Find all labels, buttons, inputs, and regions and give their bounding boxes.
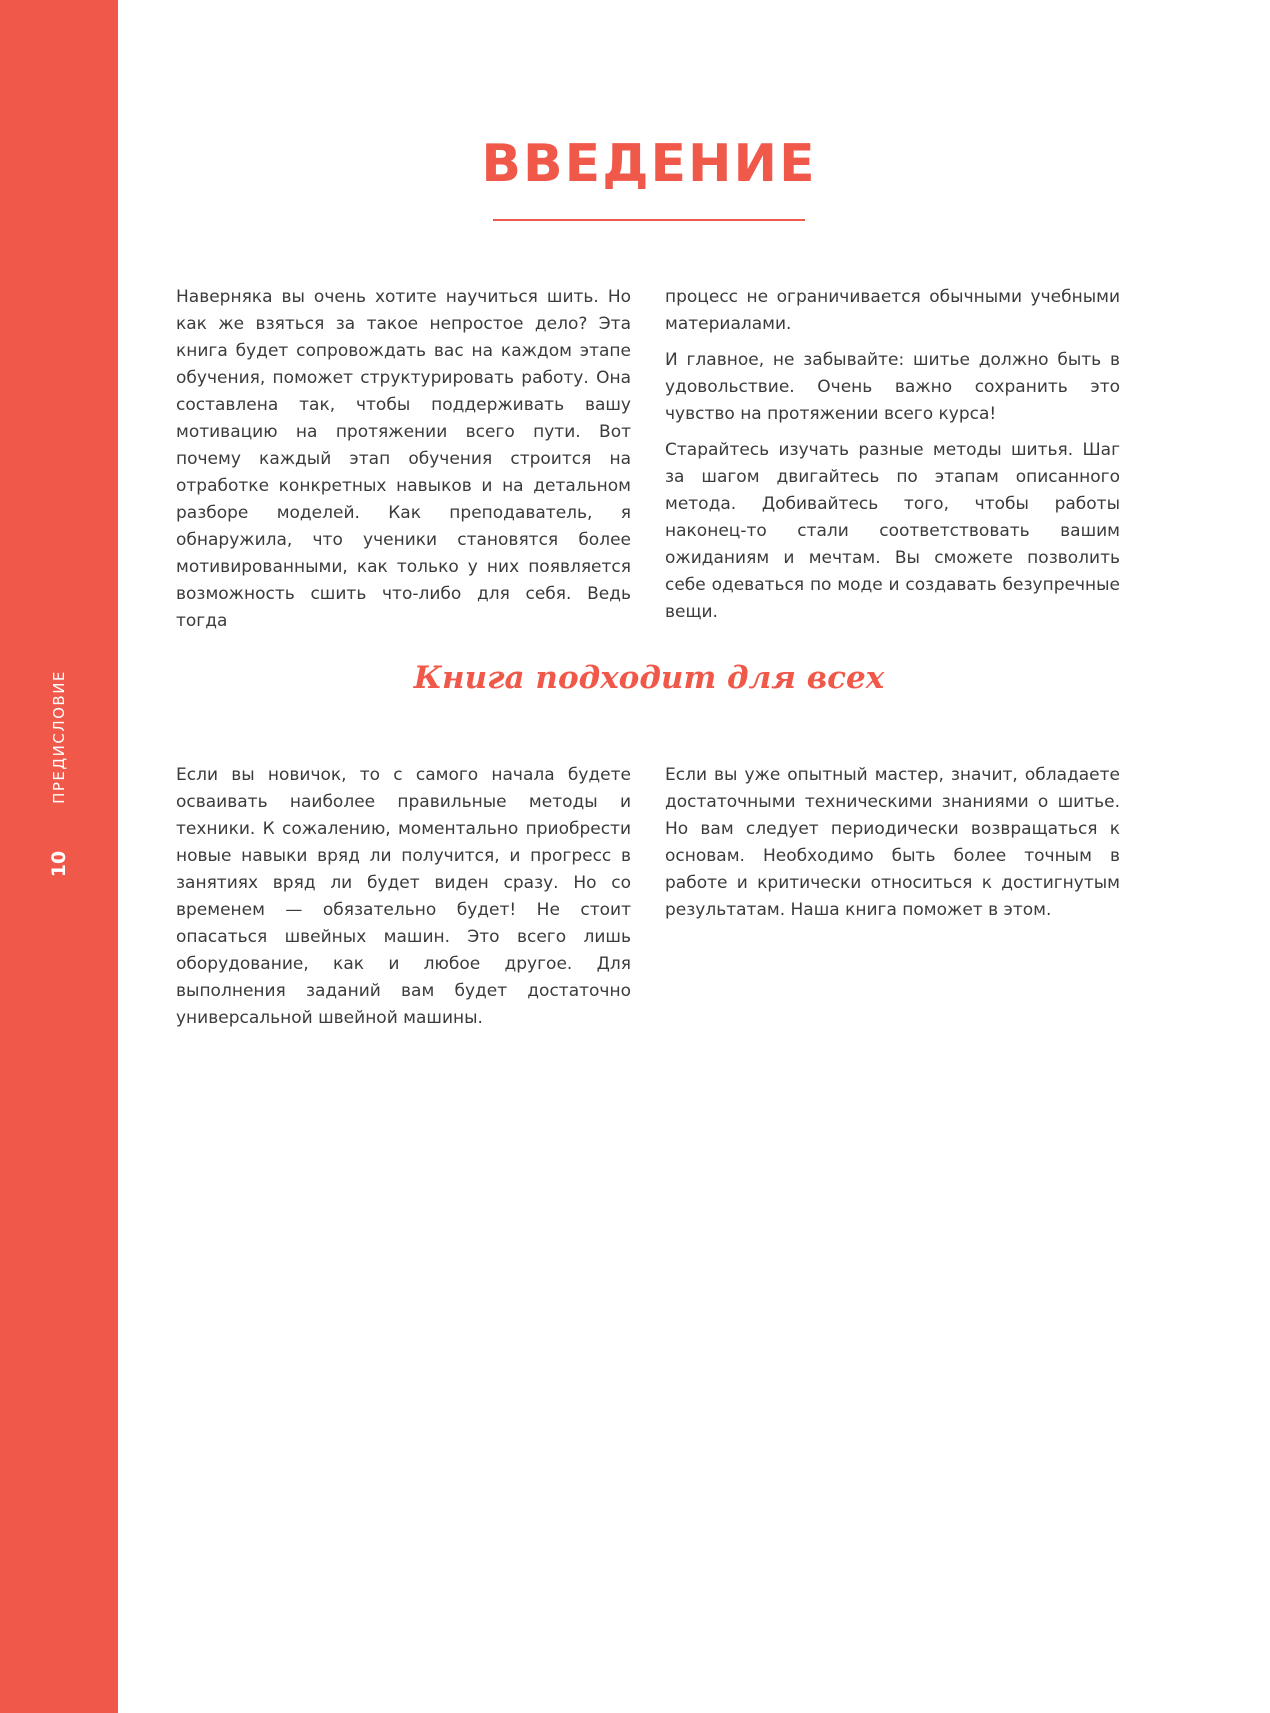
intro-column-left	[176, 284, 631, 644]
section-paragraph: Если вы уже опытный мастер, значит, обладаете достаточными техническими знаниями о шитье. Но вам следует периодически возвращаться к основам. Необходимо быть более точным в работе и критически относиться к достигнутым результатам. Наша книга поможет в этом.	[665, 765, 1120, 920]
title-underline	[493, 219, 805, 221]
intro-paragraph: Старайтесь изучать разные методы шитья. Шаг за шагом двигайтесь по этапам описанного метода. Добивайтесь того, чтобы работы наконец-то стали соответствовать вашим ожиданиям и мечтам. Вы сможете позволить себе одеваться по моде и создавать безупречные вещи.	[665, 440, 1120, 622]
intro-paragraph: Наверняка вы очень хотите научиться шить. Но как же взяться за такое непростое дело? Эта книга будет сопровождать вас на каждом этапе обучения, поможет структурировать работу. Она составлена так, чтобы поддерживать вашу мотивацию на протяжении всего пути. Вот почему каждый этап обучения строится на отработке конкретных навыков и на детальном разборе моделей. Как преподаватель, я обнаружила, что ученики становятся более мотивированными, как только у них появляется возможность сшить что-либо для себя. Ведь тогда	[176, 287, 631, 631]
section-label: ПРЕДИСЛОВИЕ	[50, 670, 68, 804]
page-title: ВВЕДЕНИЕ	[481, 134, 817, 194]
section-column-left	[176, 762, 631, 1041]
intro-paragraph: И главное, не забывайте: шитье должно быть в удовольствие. Очень важно сохранить это чувство на протяжении всего курса!	[665, 350, 1120, 424]
page-number: 10	[48, 850, 70, 878]
section-column-right	[665, 762, 1120, 933]
intro-column-right	[665, 284, 1120, 635]
section-heading: Книга подходит для всех	[413, 660, 885, 696]
section-paragraph: Если вы новичок, то с самого начала будете осваивать наиболее правильные методы и техники. К сожалению, моментально приобрести новые навыки вряд ли получится, и прогресс в занятиях вряд ли будет виден сразу. Но со временем — обязательно будет! Не стоит опасаться швейных машин. Это всего лишь оборудование, как и любое другое. Для выполнения заданий вам будет достаточно универсальной швейной машины.	[176, 765, 631, 1028]
side-band	[0, 0, 118, 1713]
intro-paragraph: процесс не ограничивается обычными учебными материалами.	[665, 287, 1120, 334]
